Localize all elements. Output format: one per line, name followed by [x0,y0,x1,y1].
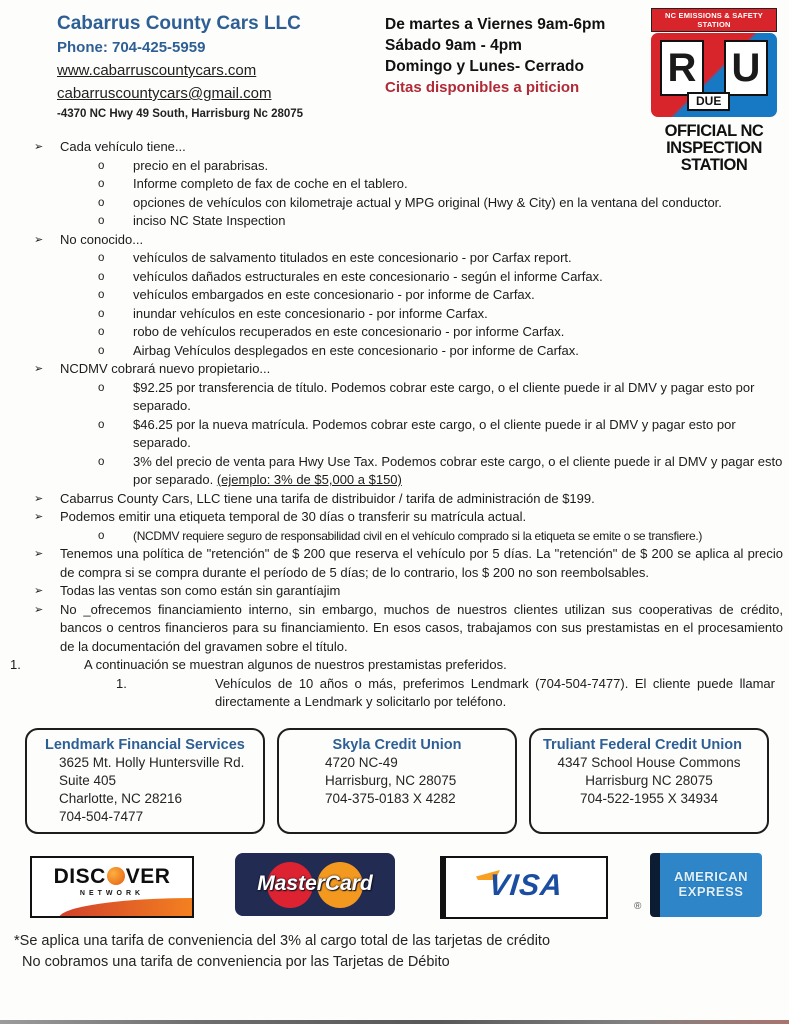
list-item-text: vehículos embargados en este concesionario - por informe de Carfax. [133,287,535,302]
list-item [0,157,789,176]
list-item [0,231,789,250]
letter-r-box: R [660,40,704,96]
dealer-fee-text: Cabarrus County Cars, LLC tiene una tarifa de distribuidor / tarifa de administración de $199. [60,490,595,506]
lender-address-line: Harrisburg NC 28075 [585,773,713,788]
lender-address-line: Harrisburg, NC 28075 [325,773,457,788]
company-info-block [57,13,303,120]
section-title: No conocido... [60,231,144,247]
list-item [0,416,789,453]
list-item [0,268,789,287]
caption-line-1: OFFICIAL NC [664,122,764,140]
footer-notes [14,931,550,973]
list-item [0,175,789,194]
section-title: NCDMV cobrará nuevo propietario... [60,361,271,376]
circle-bullet-icon: o [98,344,105,357]
list-item [0,582,789,601]
list-item [0,194,789,213]
circle-bullet-icon: o [98,381,105,394]
title-transfer-fee-text: $92.25 por transferencia de título. Podemos cobrar este cargo, o el cliente puede ir al DMV y pagar esto por separado. [133,379,755,413]
numbered-item [0,656,789,675]
as-is-text: Todas las ventas son como están sin garantíajim [60,583,341,598]
list-item [0,305,789,324]
emissions-banner: NC EMISSIONS & SAFETY STATION [651,8,777,32]
arrow-bullet-icon: ➢ [34,362,44,375]
due-label: DUE [687,92,730,111]
list-item-text: Airbag Vehículos desplegados en este concesionario - por informe de Carfax. [133,342,579,358]
list-item [0,342,789,361]
lender-boxes [25,728,769,834]
list-item [0,601,789,657]
arrow-bullet-icon: ➢ [34,232,44,246]
mastercard-logo [235,853,395,916]
circle-bullet-icon: o [98,178,105,190]
amex-wordmark-line1: AMERICAN [673,869,749,884]
american-express-logo [650,853,762,917]
company-phone: Phone: 704-425-5959 [57,39,206,56]
circle-bullet-icon: o [98,159,105,172]
number-marker: 1. [116,675,127,691]
visa-wordmark: VISA [487,869,565,902]
discover-orange-ball-icon [107,867,125,885]
lender-address-line: 4720 NC-49 [325,755,398,770]
discover-swoosh-icon [59,898,194,918]
numbered-item [0,675,789,712]
list-item [0,323,789,342]
plate-fee-text: $46.25 por la nueva matrícula. Podemos cobrar este cargo, o el cliente puede ir al DMV y pagar esto por separado. [133,416,736,450]
list-item [0,360,789,379]
lender-address-line: 3625 Mt. Holly Huntersville Rd. [59,755,245,770]
arrow-bullet-icon: ➢ [34,547,44,560]
discover-text-pre: DISC [53,865,106,888]
highway-use-tax-text [133,453,789,490]
circle-bullet-icon: o [98,215,105,227]
discover-wordmark [32,865,192,889]
arrow-bullet-icon: ➢ [34,584,44,597]
list-item [0,490,789,509]
temp-tag-text: Podemos emitir una etiqueta temporal de 30 días o transferir su matrícula actual. [60,509,527,524]
circle-bullet-icon: o [98,529,105,542]
list-item [0,379,789,416]
discover-text-post: VER [125,865,171,888]
list-item [0,212,789,231]
circle-bullet-icon: o [98,307,105,320]
lender-phone: 704-504-7477 [59,809,144,824]
company-email-link: cabarruscountycars@gmail.com [57,85,272,102]
lender-box-skyla [277,728,517,834]
list-item-text: inundar vehículos en este concesionario - por informe Carfax. [133,305,488,321]
registered-mark: ® [634,901,642,912]
debit-card-fee-note: No cobramos una tarifa de conveniencia por las Tarjetas de Débito [22,954,450,970]
discover-network-label: NETWORK [79,890,145,897]
lender-address-line: Charlotte, NC 28216 [59,791,183,806]
lender-address-line: Suite 405 [59,773,117,788]
caption-line-3: STATION [680,156,748,174]
circle-bullet-icon: o [98,455,105,468]
hours-closed-days: Domingo y Lunes- Cerrado [385,58,584,75]
arrow-bullet-icon: ➢ [34,510,44,523]
tax-text-main: 3% del precio de venta para Hwy Use Tax. Podemos cobrar este cargo, o el cliente puede ir al DMV y pagar esto por separado. [133,453,783,487]
list-item-text: inciso NC State Inspection [133,213,286,228]
list-item-text: opciones de vehículos con kilometraje actual y MPG original (Hwy & City) en la ventana del conductor. [133,194,722,210]
list-item-text: vehículos de salvamento titulados en este concesionario - por Carfax report. [133,250,572,265]
list-item [0,453,789,490]
tax-example-underlined: (ejemplo: 3% de $5,000 a $150) [216,472,402,487]
hours-weekdays: De martes a Viernes 9am-6pm [385,16,606,33]
lender-name: Skyla Credit Union [332,737,462,753]
lender-phone: 704-375-0183 X 4282 [325,791,456,806]
arrow-bullet-icon: ➢ [34,140,44,153]
preferred-lenders-text: A continuación se muestran algunos de nuestros prestamistas preferidos. [84,657,507,672]
hold-policy-text: Tenemos una política de "retención" de $ 200 que reserva el vehículo por 5 días. La "retención" de $ 200 se aplica al precio de compra si se compra durante el período de 5 días; de lo contrario, los $ 200 no son reembolsables. [60,546,783,580]
circle-bullet-icon: o [98,418,105,431]
company-address: -4370 NC Hwy 49 South, Harrisburg Nc 28075 [57,108,304,120]
accepted-cards-row [30,853,770,923]
list-item [0,249,789,268]
company-website-link: www.cabarruscountycars.com [57,62,257,79]
discover-logo [30,856,194,918]
circle-bullet-icon: o [98,289,105,301]
ru-due-badge-icon [651,33,777,117]
appointments-note: Citas disponibles a piticion [385,79,580,96]
company-name: Cabarrus County Cars LLC [57,13,301,34]
list-item [0,545,789,582]
section-title: Cada vehículo tiene... [60,139,186,154]
business-hours-block [385,14,660,98]
caption-line-2: INSPECTION [666,139,762,157]
lender-box-lendmark [25,728,265,834]
lender-phone: 704-522-1955 X 34934 [579,791,719,806]
circle-bullet-icon: o [98,270,105,283]
list-item-text: Informe completo de fax de coche en el tablero. [133,176,408,191]
letter-u-box: U [724,40,768,96]
mastercard-wordmark: MasterCard [257,872,373,895]
list-item-text: precio en el parabrisas. [133,157,269,173]
list-item-text: robo de vehículos recuperados en este concesionario - por informe Carfax. [133,324,565,339]
circle-bullet-icon: o [98,196,105,209]
number-marker: 1. [10,657,21,672]
amex-wordmark-line2: EXPRESS [678,884,744,899]
credit-card-fee-note: *Se aplica una tarifa de conveniencia del 3% al cargo total de las tarjetas de crédito [14,933,551,949]
list-item [0,508,789,527]
lender-name: Truliant Federal Credit Union [543,737,742,753]
circle-bullet-icon: o [98,252,105,264]
disclosure-list [0,138,789,712]
scan-edge-artifact [0,1020,789,1024]
list-item-text: vehículos dañados estructurales en este concesionario - según el informe Carfax. [133,268,603,284]
arrow-bullet-icon: ➢ [34,602,44,616]
lendmark-note-text: Vehículos de 10 años o más, preferimos Lendmark (704-504-7477). El cliente puede llamar directamente a Lendmark y solicitarlo por teléfono. [215,675,775,709]
arrow-bullet-icon: ➢ [34,491,44,505]
lender-address-line: 4347 School House Commons [557,755,741,770]
list-item [0,286,789,305]
visa-logo [440,856,608,919]
list-item [0,527,789,546]
financing-text: No _ofrecemos financiamiento interno, sin embargo, muchos de nuestros clientes utilizan sus cooperativas de crédito, bancos o centros financieros para su financiamiento. En esos casos, trabajamos con sus prestamistas en el procesamiento de la documentación del gravamen sobre el título. [60,601,783,654]
lender-box-truliant [529,728,769,834]
circle-bullet-icon: o [98,326,105,338]
list-item [0,138,789,157]
insurance-note-text: (NCDMV requiere seguro de responsabilidad civil en el vehículo comprado si la etiqueta se emite o se transfiere.) [133,528,703,543]
lender-name: Lendmark Financial Services [45,737,245,753]
hours-saturday: Sábado 9am - 4pm [385,37,522,54]
